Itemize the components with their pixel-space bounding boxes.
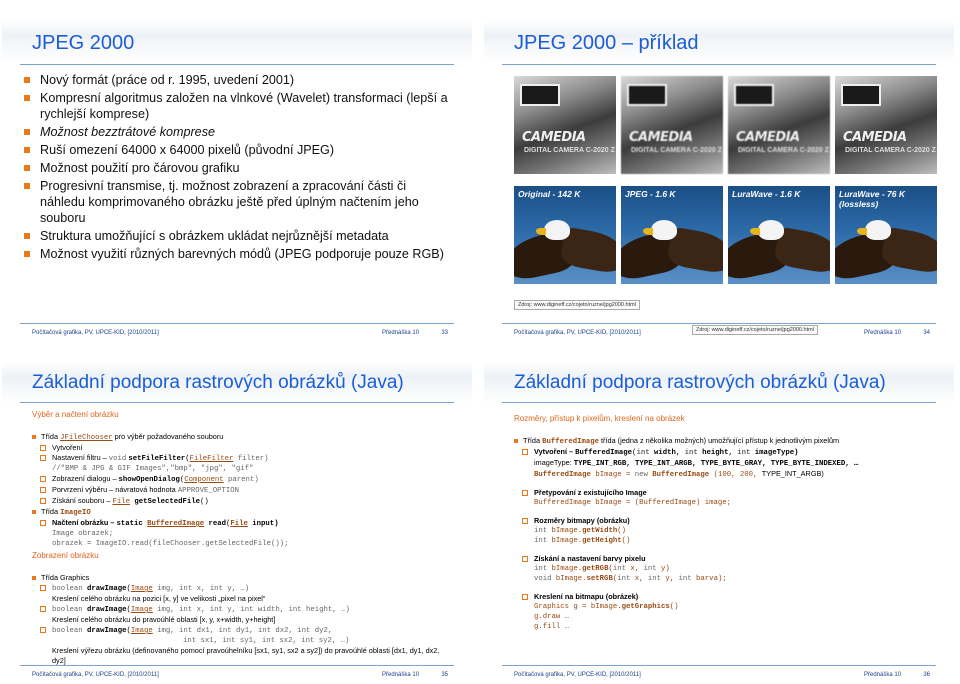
slide-java-raster-1 xyxy=(2,344,472,682)
camera-image xyxy=(835,76,937,174)
list-item: boolean drawImage(Image img, int dx1, int dy1, int dx2, int dy2, xyxy=(32,625,462,636)
footer-rule xyxy=(20,323,454,324)
footer-rule xyxy=(502,323,936,324)
list-item: Ruší omezení 64000 x 64000 pixelů (původní JPEG) xyxy=(24,142,454,158)
page-number: 36 xyxy=(923,672,930,678)
list-item: Třída Graphics xyxy=(32,573,462,583)
eagle-image xyxy=(835,186,937,284)
section-heading: Výběr a načtení obrázku xyxy=(32,410,119,419)
description: imageType: TYPE_INT_RGB, TYPE_INT_ARGB, TYPE_BYTE_GRAY, TYPE_BYTE_INDEXED, … xyxy=(534,458,859,468)
source-note: Zdroj: www.digineff.cz/cojeto/ruzne/jpg2000.html xyxy=(692,325,818,335)
list-item: Vytvoření – BufferedImage(int width, int height, int imageType) xyxy=(514,447,944,458)
image-label: JPEG - 1.6 K xyxy=(625,189,676,199)
content-block xyxy=(32,573,462,666)
comparison-image xyxy=(514,76,942,288)
camera-brand: CAMEDIA xyxy=(522,130,586,145)
list-item: Získání souboru – File getSelectedFile() xyxy=(32,496,462,507)
camera-image xyxy=(621,76,723,174)
list-item: Získání a nastavení barvy pixelu xyxy=(514,554,944,564)
footer-lecture: Přednáška 10 xyxy=(382,672,420,678)
footer-course: Počítačová grafika, PV, UPCE-KID, [2010/2011] xyxy=(514,672,641,678)
list-item: Vytvoření xyxy=(32,443,462,453)
bullet-icon xyxy=(24,129,30,135)
footer-lecture: Přednáška 10 xyxy=(864,672,902,678)
section-heading: Zobrazení obrázku xyxy=(32,551,99,560)
bullet-icon xyxy=(24,233,30,239)
bullet-icon xyxy=(24,147,30,153)
list-item: Možnost použití pro čárovou grafiku xyxy=(24,160,454,176)
code-comment: //"BMP & JPG & GIF Images","bmp", "jpg", "gif" xyxy=(52,465,254,473)
source-note: Zdroj: www.digineff.cz/cojeto/ruzne/jpg2000.html xyxy=(514,300,640,310)
list-item: Možnost bezztrátové komprese xyxy=(24,124,454,140)
slide-title: JPEG 2000 xyxy=(32,32,135,54)
camera-model: DIGITAL CAMERA C-2020 Z xyxy=(524,147,615,154)
list-item: Třída ImageIO xyxy=(32,507,462,518)
camera-model: DIGITAL CAMERA C-2020 Z xyxy=(845,147,936,154)
list-item: Porvrzení výběru – návratová hodnota APPROVE_OPTION xyxy=(32,485,462,496)
code-line: Image obrazek; xyxy=(52,530,114,538)
camera-image xyxy=(728,76,830,174)
camera-brand: CAMEDIA xyxy=(629,130,693,145)
footer-course: Počítačová grafika, PV, UPCE-KID, [2010/2011] xyxy=(32,330,159,336)
code-line: int bImage.getRGB(int x, int y) xyxy=(534,565,670,573)
slide-title: JPEG 2000 – příklad xyxy=(514,32,699,54)
title-rule xyxy=(502,64,936,65)
list-item: Zobrazení dialogu – showOpenDialog(Component parent) xyxy=(32,474,462,485)
code-line: void bImage.setRGB(int x, int y, int barva); xyxy=(534,575,727,583)
list-item: Nový formát (práce od r. 1995, uvedení 2001) xyxy=(24,72,454,88)
list-item: Možnost využití různých barevných módů (JPEG podporuje pouze RGB) xyxy=(24,246,454,262)
code-line: BufferedImage bImage = new BufferedImage (100, 200, TYPE_INT_ARGB) xyxy=(534,469,824,479)
eagle-image xyxy=(728,186,830,284)
bullet-icon xyxy=(24,251,30,257)
eagle-image xyxy=(514,186,616,284)
list-item: Nastavení filtru – void setFileFilter(FileFilter filter) xyxy=(32,453,462,464)
section-heading: Rozměry, přístup k pixelům, kreslení na obrázek xyxy=(514,414,685,423)
description: Kreslení celého obrázku do pravoúhlé oblasti [x, y, x+width, y+height] xyxy=(52,615,276,624)
list-item: boolean drawImage(Image img, int x, int y, int width, int height, …) xyxy=(32,604,462,615)
image-label: LuraWave - 76 K (lossless) xyxy=(839,189,905,209)
camera-brand: CAMEDIA xyxy=(843,130,907,145)
list-item: Struktura umožňující s obrázkem ukládat nejrůznější metadata xyxy=(24,228,454,244)
code-line: int sx1, int sy1, int sx2, int sy2, …) xyxy=(183,637,350,645)
title-rule xyxy=(20,402,454,403)
page-number: 35 xyxy=(441,672,448,678)
footer-course: Počítačová grafika, PV, UPCE-KID, [2010/2011] xyxy=(514,330,641,336)
list-item: Třída JFileChooser pro výběr požadovaného souboru xyxy=(32,432,462,443)
list-item: Načtení obrázku – static BufferedImage read(File input) xyxy=(32,518,462,529)
image-label: LuraWave - 1.6 K xyxy=(732,189,801,199)
camera-model: DIGITAL CAMERA C-2020 Z xyxy=(631,147,722,154)
content-block xyxy=(32,432,462,549)
list-item: Kreslení na bitmapu (obrázek) xyxy=(514,592,944,602)
footer-rule xyxy=(20,665,454,666)
description: Kreslení celého obrázku na pozici [x, y] ve velikosti „pixel na pixel“ xyxy=(52,594,266,603)
camera-model: DIGITAL CAMERA C-2020 Z xyxy=(738,147,829,154)
bullet-icon xyxy=(24,77,30,83)
description: Kreslení výřezu obrázku (definovaného pomocí pravoúhelníku [sx1, sy1, sx2 a sy2]) do pravoúhlé oblasti [dx1, dy1, dx2, dy2] xyxy=(52,646,440,665)
footer-course: Počítačová grafika, PV, UPCE-KID, [2010/2011] xyxy=(32,672,159,678)
footer-rule xyxy=(502,665,936,666)
eagle-image xyxy=(621,186,723,284)
bullet-icon xyxy=(24,95,30,101)
code-line: BufferedImage bImage = (BufferedImage) image; xyxy=(534,499,732,507)
code-line: g.fill … xyxy=(534,623,570,631)
content-block xyxy=(514,436,944,632)
code-line: g.draw … xyxy=(534,613,570,621)
bullet-icon xyxy=(24,183,30,189)
list-item: Rozměry bitmapy (obrázku) xyxy=(514,516,944,526)
title-rule xyxy=(20,64,454,65)
list-item: Progresivní transmise, tj. možnost zobrazení a zpracování části či náhledu komprimovaného obrázku ještě před úplným načtením jeho souboru xyxy=(24,178,454,226)
page-number: 33 xyxy=(441,330,448,336)
slide-java-raster-2 xyxy=(484,344,954,682)
footer-lecture: Přednáška 10 xyxy=(864,330,902,336)
slide-title: Základní podpora rastrových obrázků (Java) xyxy=(32,372,404,393)
slide-jpeg2000 xyxy=(2,2,472,340)
list-item: Kompresní algoritmus založen na vlnkové (Wavelet) transformaci (lepší a rychlejší komprese) xyxy=(24,90,454,122)
page-number: 34 xyxy=(923,330,930,336)
code-line: int bImage.getHeight() xyxy=(534,537,631,545)
list-item: Třída BufferedImage třída (jedna z několika možných) umožňující přístup k jednotlivým pixelům xyxy=(514,436,944,447)
slide-jpeg2000-example xyxy=(484,2,954,340)
image-label: Original - 142 K xyxy=(518,189,581,199)
code-line: Graphics g = bImage.getGraphics() xyxy=(534,603,679,611)
code-line: int bImage.getWidth() xyxy=(534,527,626,535)
camera-brand: CAMEDIA xyxy=(736,130,800,145)
title-rule xyxy=(502,402,936,403)
bullet-icon xyxy=(24,165,30,171)
camera-image xyxy=(514,76,616,174)
footer-lecture: Přednáška 10 xyxy=(382,330,420,336)
list-item: boolean drawImage(Image img, int x, int y, …) xyxy=(32,583,462,594)
bullet-list xyxy=(24,72,454,264)
list-item: Přetypování z existujícího Image xyxy=(514,488,944,498)
code-line: obrazek = ImageIO.read(fileChooser.getSelectedFile()); xyxy=(52,540,289,548)
slide-title: Základní podpora rastrových obrázků (Java) xyxy=(514,372,886,393)
